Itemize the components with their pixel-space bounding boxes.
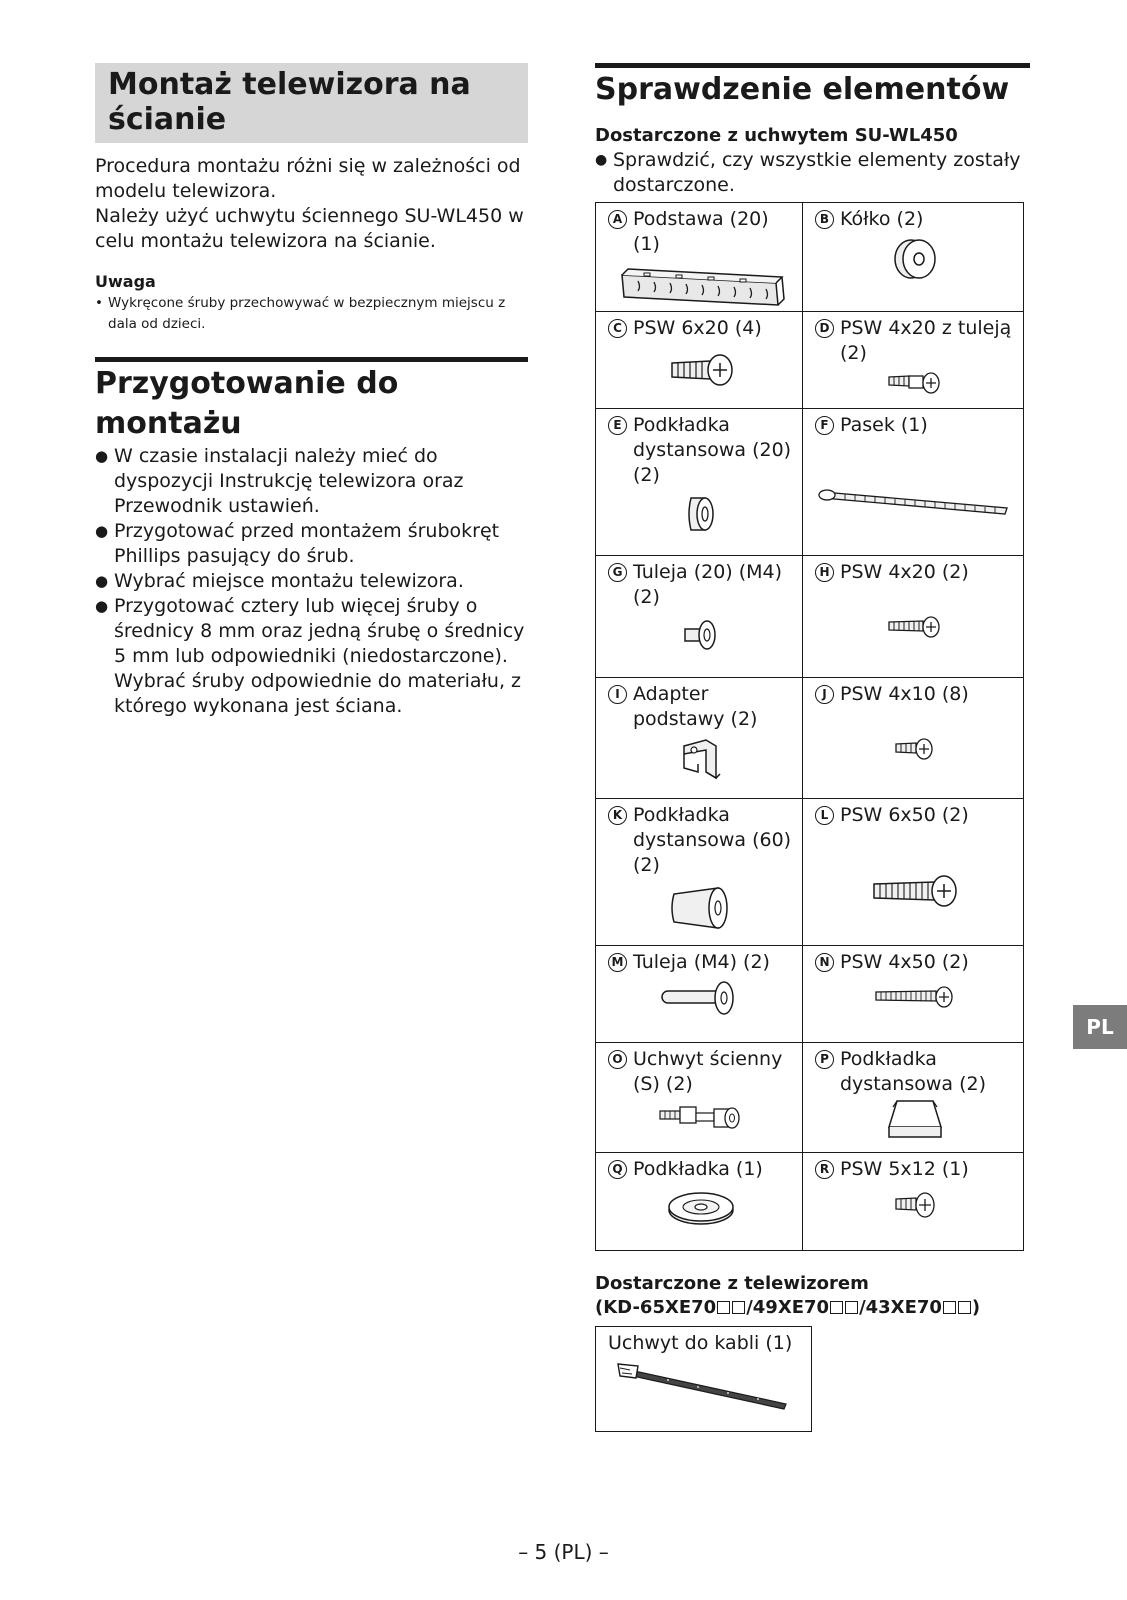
supplied-with-tv-heading: [595, 1272, 1030, 1320]
spacer-long-icon: [666, 884, 736, 932]
wall-holder-icon: [656, 1101, 746, 1135]
spacer-icon: [681, 494, 721, 534]
part-cell: [803, 312, 1024, 409]
part-letter: B: [815, 210, 834, 229]
part-label: PSW 4x10 (8): [840, 683, 969, 705]
screw-icon: [885, 613, 945, 641]
supplied-with-bracket-heading: Dostarczone z uchwytem SU-WL450: [595, 125, 958, 146]
sleeve-icon: [681, 618, 721, 652]
part-letter: O: [608, 1050, 627, 1069]
screw-icon: [872, 983, 958, 1011]
cable-holder-label: Uchwyt do kabli (1): [608, 1332, 793, 1354]
wall-bracket-icon: [616, 261, 786, 311]
belt-icon: [815, 484, 1015, 524]
parts-table: [595, 202, 1024, 1251]
preparation-section: [95, 357, 528, 719]
screw-icon: [892, 735, 938, 763]
list-item: ● Przygotować przed montażem śrubokręt Phillips pasujący do śrub.: [95, 519, 528, 569]
page-number: – 5 (PL) –: [518, 1540, 609, 1564]
mounting-title-box: [95, 63, 528, 143]
part-letter: F: [815, 416, 834, 435]
part-letter: K: [608, 806, 627, 825]
part-cell: [803, 1153, 1024, 1251]
part-letter: E: [608, 416, 627, 435]
part-label: Podstawa (20) (1): [633, 208, 769, 255]
part-letter: N: [815, 953, 834, 972]
part-label: Tuleja (20) (M4) (2): [633, 561, 783, 608]
list-item: ● Przygotować cztery lub więcej śruby o średnicy 8 mm oraz jedną śrubę o średnicy 5 mm lub odpowiedniki (niedostarczone). Wybrać śruby odpowiednie do materiału, z którego wykonana jest ściana.: [95, 594, 528, 719]
part-cell: [803, 946, 1024, 1043]
spacer-block-icon: [883, 1097, 947, 1141]
part-cell: [596, 312, 803, 409]
part-letter: L: [815, 806, 834, 825]
check-section: [595, 63, 1030, 110]
screw-icon: [666, 351, 736, 391]
preparation-list: [95, 444, 528, 719]
part-label: Podkładka dystansowa (20) (2): [633, 414, 792, 486]
part-letter: A: [608, 210, 627, 229]
part-letter: D: [815, 319, 834, 338]
part-cell: [803, 203, 1024, 312]
part-cell: [803, 1043, 1024, 1153]
mounting-title: Montaż telewizora na ścianie: [108, 67, 471, 137]
part-label: PSW 4x50 (2): [840, 951, 969, 973]
part-cell: [803, 799, 1024, 946]
part-cell: [596, 203, 803, 312]
note-heading: Uwaga: [95, 272, 156, 291]
left-column: [95, 63, 528, 719]
list-item: ● W czasie instalacji należy mieć do dyspozycji Instrukcję telewizora oraz Przewodnik ustawień.: [95, 444, 528, 519]
language-tab: PL: [1073, 1005, 1127, 1049]
part-label: PSW 4x20 z tuleją (2): [840, 317, 1012, 364]
part-label: Pasek (1): [840, 414, 928, 436]
part-label: PSW 5x12 (1): [840, 1158, 969, 1180]
ring-icon: [890, 236, 940, 282]
part-cell: [596, 799, 803, 946]
part-cell: [803, 678, 1024, 799]
check-title: Sprawdzenie elementów: [595, 72, 1010, 107]
adapter-icon: [676, 736, 726, 784]
preparation-title: Przygotowanie do montażu: [95, 366, 399, 441]
part-label: Podkładka dystansowa (2): [840, 1048, 986, 1095]
intro-text: [95, 154, 528, 254]
part-letter: J: [815, 685, 834, 704]
part-cell: [803, 556, 1024, 678]
right-column: [595, 63, 1030, 1432]
part-cell: [596, 1153, 803, 1251]
part-letter: P: [815, 1050, 834, 1069]
intro-line-2: Należy użyć uchwytu ściennego SU-WL450 w celu montażu telewizora na ścianie.: [95, 205, 524, 252]
screw-icon: [892, 1190, 938, 1220]
part-label: PSW 6x50 (2): [840, 804, 969, 826]
part-cell: [596, 1043, 803, 1153]
cable-holder-cell: [595, 1326, 812, 1432]
part-label: Kółko (2): [840, 208, 924, 230]
screw-icon: [870, 872, 960, 912]
part-cell: [596, 946, 803, 1043]
part-label: Tuleja (M4) (2): [633, 951, 770, 973]
part-cell: [803, 409, 1024, 556]
part-cell: [596, 678, 803, 799]
tv-models: (KD-65XE70 /49XE70 /43XE70 ): [595, 1297, 981, 1318]
note-item: • Wykręcone śruby przechowywać w bezpiecznym miejscu z dala od dzieci.: [95, 293, 528, 335]
long-sleeve-icon: [656, 979, 746, 1017]
tv-heading-line-1: Dostarczone z telewizorem: [595, 1273, 869, 1294]
part-letter: R: [815, 1160, 834, 1179]
part-letter: M: [608, 953, 627, 972]
part-cell: [596, 409, 803, 556]
part-label: PSW 6x20 (4): [633, 317, 762, 339]
washer-icon: [666, 1188, 736, 1228]
screw-with-sleeve-icon: [885, 368, 945, 398]
part-letter: Q: [608, 1160, 627, 1179]
part-label: Adapter podstawy (2): [633, 683, 758, 730]
part-letter: H: [815, 563, 834, 582]
list-item: ● Wybrać miejsce montażu telewizora.: [95, 569, 528, 594]
part-cell: [596, 556, 803, 678]
part-label: Podkładka (1): [633, 1158, 763, 1180]
check-instruction: ● Sprawdzić, czy wszystkie elementy zostały dostarczone.: [595, 148, 1030, 198]
part-letter: I: [608, 685, 627, 704]
part-label: PSW 4x20 (2): [840, 561, 969, 583]
part-label: Podkładka dystansowa (60) (2): [633, 804, 792, 876]
part-label: Uchwyt ścienny (S) (2): [633, 1048, 783, 1095]
intro-line-1: Procedura montażu różni się w zależności od modelu telewizora.: [95, 155, 521, 202]
part-letter: C: [608, 319, 627, 338]
cable-holder-icon: [608, 1358, 798, 1418]
part-letter: G: [608, 563, 627, 582]
